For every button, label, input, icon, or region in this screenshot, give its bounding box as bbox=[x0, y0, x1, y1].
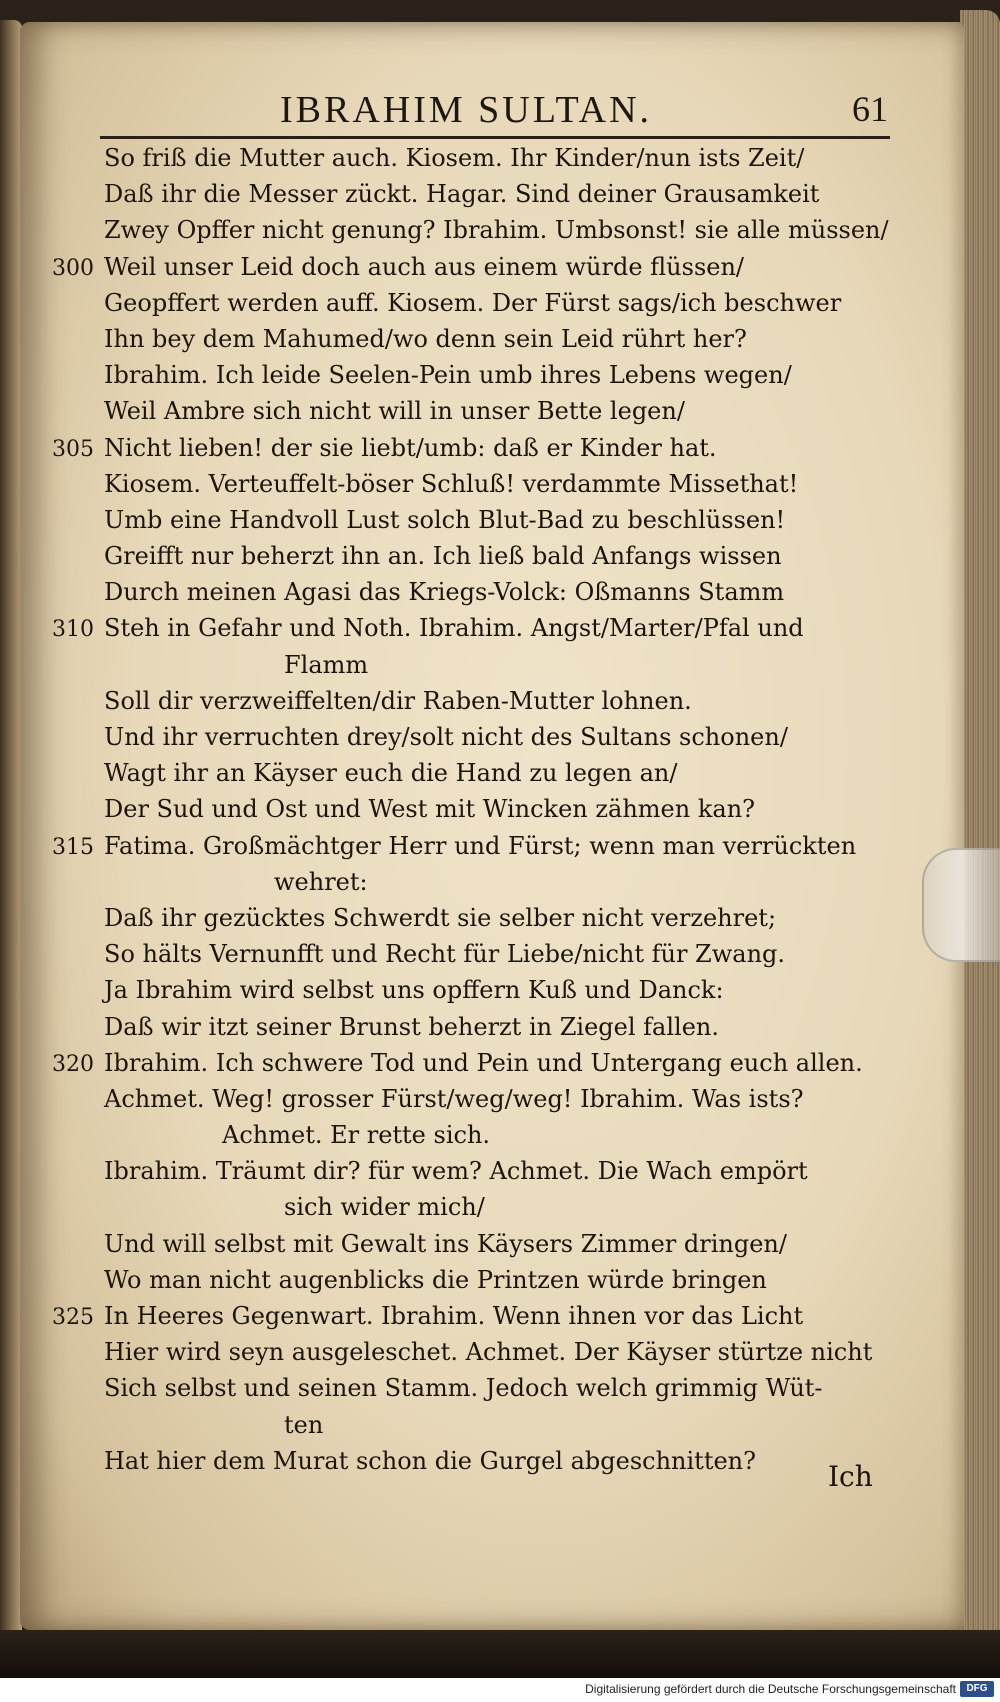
bottom-shadow bbox=[0, 1630, 1000, 1678]
line-text: Daß wir itzt seiner Brunst beherzt in Ziegel fallen. bbox=[104, 1012, 719, 1041]
page-number: 61 bbox=[852, 89, 888, 129]
line-text: Achmet. Weg! grosser Fürst/weg/weg! Ibrahim. Was ists? bbox=[104, 1084, 804, 1113]
line-text: Ihn bey dem Mahumed/wo denn sein Leid rührt her? bbox=[104, 324, 747, 353]
line-text: Weil unser Leid doch auch aus einem würde flüssen/ bbox=[104, 252, 745, 281]
dfg-logo[interactable]: DFG bbox=[960, 1681, 994, 1697]
verse-text-block bbox=[52, 140, 902, 1479]
line-text: Ibrahim. Ich leide Seelen-Pein umb ihres Lebens wegen/ bbox=[104, 361, 792, 390]
verse-line bbox=[52, 1009, 902, 1045]
page-clip bbox=[922, 848, 1000, 962]
verse-line bbox=[52, 538, 902, 574]
adjacent-page-edge bbox=[0, 20, 22, 1640]
line-text: Nicht lieben! der sie liebt/umb: daß er Kinder hat. bbox=[104, 433, 717, 462]
verse-line bbox=[52, 1443, 902, 1479]
verse-line bbox=[52, 1189, 902, 1225]
line-number: 320 bbox=[52, 1051, 94, 1077]
line-text: Achmet. Er rette sich. bbox=[222, 1121, 491, 1150]
line-text: Wagt ihr an Käyser euch die Hand zu legen an/ bbox=[104, 759, 678, 788]
line-number: 300 bbox=[52, 255, 94, 281]
verse-line bbox=[52, 791, 902, 827]
line-text: Greifft nur beherzt ihn an. Ich ließ bald Anfangs wissen bbox=[104, 542, 782, 571]
verse-line bbox=[52, 357, 902, 393]
line-text: Durch meinen Agasi das Kriegs-Volck: Oßmanns Stamm bbox=[104, 578, 785, 607]
line-text: Ja Ibrahim wird selbst uns opffern Kuß und Danck: bbox=[104, 976, 724, 1005]
line-text: wehret: bbox=[274, 867, 368, 896]
line-text: Hier wird seyn ausgeleschet. Achmet. Der Käyser stürtze nicht bbox=[104, 1338, 873, 1367]
catchword: Ich bbox=[828, 1460, 873, 1493]
verse-line bbox=[52, 1334, 902, 1370]
verse-line bbox=[52, 574, 902, 610]
verse-line bbox=[52, 502, 902, 538]
verse-line bbox=[52, 1370, 902, 1406]
line-number: 305 bbox=[52, 436, 94, 462]
line-text: Hat hier dem Murat schon die Gurgel abgeschnitten? bbox=[104, 1446, 756, 1475]
line-text: Daß ihr gezücktes Schwerdt sie selber nicht verzehret; bbox=[104, 903, 777, 932]
line-text: sich wider mich/ bbox=[284, 1193, 485, 1222]
line-text: Kiosem. Verteuffelt-böser Schluß! verdammte Missethat! bbox=[104, 469, 799, 498]
verse-line bbox=[52, 936, 902, 972]
header-rule bbox=[100, 136, 890, 139]
line-number: 310 bbox=[52, 617, 94, 643]
verse-line bbox=[52, 212, 902, 248]
footer-bar bbox=[0, 1678, 1000, 1702]
line-text: Ibrahim. Ich schwere Tod und Pein und Untergang euch allen. bbox=[104, 1048, 863, 1077]
line-text: Und ihr verruchten drey/solt nicht des Sultans schonen/ bbox=[104, 723, 788, 751]
verse-line bbox=[52, 393, 902, 429]
line-text: Der Sud und Ost und West mit Wincken zähmen kan? bbox=[104, 795, 756, 824]
verse-line bbox=[52, 755, 902, 791]
verse-line bbox=[52, 1407, 902, 1443]
verse-line bbox=[52, 828, 902, 864]
verse-line bbox=[52, 1045, 902, 1081]
verse-line bbox=[52, 1117, 902, 1153]
line-text: Umb eine Handvoll Lust solch Blut-Bad zu beschlüssen! bbox=[104, 505, 786, 534]
verse-line bbox=[52, 430, 902, 466]
line-text: Wo man nicht augenblicks die Printzen würde bringen bbox=[104, 1265, 767, 1294]
verse-line bbox=[52, 972, 902, 1008]
verse-line bbox=[52, 1226, 902, 1262]
line-text: Weil Ambre sich nicht will in unser Bette legen/ bbox=[104, 397, 685, 426]
line-text: Steh in Gefahr und Noth. Ibrahim. Angst/Marter/Pfal und bbox=[104, 614, 804, 643]
verse-line bbox=[52, 1298, 902, 1334]
line-text: In Heeres Gegenwart. Ibrahim. Wenn ihnen vor das Licht bbox=[104, 1302, 804, 1330]
verse-line bbox=[52, 1153, 902, 1189]
line-text: Ibrahim. Träumt dir? für wem? Achmet. Die Wach empört bbox=[104, 1157, 808, 1186]
line-text: So friß die Mutter auch. Kiosem. Ihr Kinder/nun ists Zeit/ bbox=[104, 144, 805, 172]
line-text: Geopffert werden auff. Kiosem. Der Fürst sags/ich beschwer bbox=[104, 288, 842, 317]
verse-line bbox=[52, 466, 902, 502]
verse-line bbox=[52, 176, 902, 212]
verse-line bbox=[52, 249, 902, 285]
line-text: Zwey Opffer nicht genung? Ibrahim. Umbsonst! sie alle müssen/ bbox=[104, 216, 889, 245]
verse-line bbox=[52, 1262, 902, 1298]
line-text: Sich selbst und seinen Stamm. Jedoch welch grimmig Wüt- bbox=[104, 1374, 823, 1403]
verse-line bbox=[52, 610, 902, 646]
verse-line bbox=[52, 683, 902, 719]
line-text: Fatima. Großmächtger Herr und Fürst; wenn man verrückten bbox=[104, 831, 857, 860]
line-number: 315 bbox=[52, 834, 94, 860]
page-stack-edges bbox=[960, 10, 1000, 1650]
line-text: Flamm bbox=[284, 650, 369, 679]
line-number: 325 bbox=[52, 1305, 94, 1330]
verse-line bbox=[52, 900, 902, 936]
line-text: Und will selbst mit Gewalt ins Käysers Zimmer dringen/ bbox=[104, 1229, 787, 1258]
line-text: ten bbox=[284, 1410, 324, 1439]
line-text: Daß ihr die Messer zückt. Hagar. Sind deiner Grausamkeit bbox=[104, 180, 820, 209]
verse-line bbox=[52, 647, 902, 683]
verse-line bbox=[52, 140, 902, 176]
verse-line bbox=[52, 1081, 902, 1117]
digitization-credit[interactable]: Digitalisierung gefördert durch die Deutsche Forschungsgemeinschaft bbox=[585, 1682, 956, 1696]
running-head-title: IBRAHIM SULTAN. bbox=[280, 89, 653, 131]
line-text: Soll dir verzweiffelten/dir Raben-Mutter lohnen. bbox=[104, 686, 692, 715]
verse-line bbox=[52, 719, 902, 755]
verse-line bbox=[52, 321, 902, 357]
verse-line bbox=[52, 285, 902, 321]
line-text: So hälts Vernunfft und Recht für Liebe/nicht für Zwang. bbox=[104, 940, 786, 969]
verse-line bbox=[52, 864, 902, 900]
